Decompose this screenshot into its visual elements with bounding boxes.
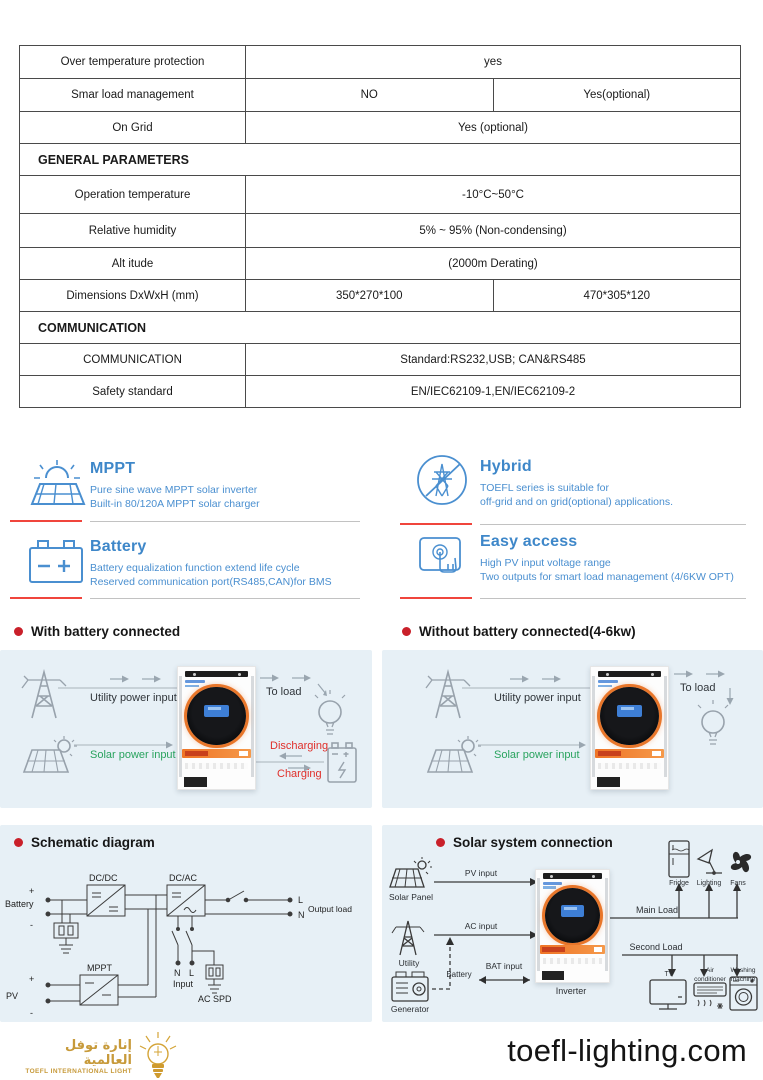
gray-divider	[90, 521, 360, 522]
inverter-lcd	[204, 705, 229, 717]
to-load-label: To load	[680, 682, 716, 694]
washing-machine-label: Washing machine	[730, 967, 756, 983]
inverter-brand-band	[182, 749, 251, 759]
lamp-icon	[698, 850, 722, 874]
charging-label: Charging	[277, 768, 322, 780]
table-row	[20, 376, 741, 408]
table-row	[20, 280, 741, 312]
section-header: GENERAL PARAMETERS	[20, 144, 741, 176]
inverter-display-ring	[600, 687, 659, 746]
with-battery-diagram	[0, 650, 372, 808]
section-header: COMMUNICATION	[20, 312, 741, 344]
light-bulb-icon	[698, 700, 728, 744]
bullet-icon	[14, 627, 23, 636]
air-conditioner-label: Air conditioner	[694, 967, 726, 983]
bat-input-label: BAT input	[485, 961, 523, 971]
red-divider	[400, 597, 472, 599]
solar-mppt-icon	[26, 456, 88, 508]
out-n-label: N	[298, 910, 305, 920]
battery-feature-icon	[26, 536, 86, 586]
main-load-label: Main Load	[635, 905, 679, 915]
red-divider	[400, 523, 472, 525]
input-n-label: N	[174, 968, 181, 978]
table-row	[20, 248, 741, 280]
schematic-diagram	[0, 825, 372, 1022]
inverter-brand-band	[540, 945, 606, 954]
bullet-icon	[402, 627, 411, 636]
fridge-icon	[669, 841, 689, 877]
touch-access-icon	[414, 530, 470, 586]
solar-panel-label: Solar Panel	[389, 892, 433, 902]
inverter-lcd	[561, 905, 584, 917]
utility-tower-icon	[22, 672, 66, 718]
input-label: Input	[173, 979, 194, 989]
solar-panel-icon	[390, 857, 432, 887]
feature-text: Battery equalization function extend life cycle	[90, 562, 300, 574]
table-row	[20, 46, 741, 79]
feature-text: High PV input voltage range	[480, 557, 611, 569]
fans-label: Fans	[730, 880, 746, 887]
without-battery-graphics	[382, 650, 763, 808]
feature-text: off-grid and on grid(optional) applications.	[480, 496, 674, 508]
mppt-label: MPPT	[87, 963, 113, 973]
website-url: toefl-lighting.com	[507, 1033, 747, 1068]
spec-value: 5% ~ 95% (Non-condensing)	[246, 214, 741, 248]
spec-label: Smar load management	[20, 79, 246, 112]
table-row	[20, 344, 741, 376]
battery-label: Battery	[446, 970, 472, 979]
pv-label: PV	[6, 991, 19, 1001]
feature-title: Hybrid	[480, 458, 532, 475]
spec-label: On Grid	[20, 112, 246, 144]
inverter-lcd	[617, 705, 642, 717]
gray-divider	[480, 598, 746, 599]
solar-panel-icon	[428, 736, 481, 772]
red-divider	[10, 597, 82, 599]
fan-icon	[731, 852, 751, 872]
spec-value: yes	[246, 46, 741, 79]
spec-table	[19, 45, 741, 408]
spec-label: Dimensions DxWxH (mm)	[20, 280, 246, 312]
inverter-image	[535, 869, 610, 983]
second-load-label: Second Load	[629, 942, 683, 952]
spec-value: Yes(optional)	[493, 79, 741, 112]
output-load-label: Output load	[308, 904, 352, 914]
gray-divider	[90, 598, 360, 599]
discharging-label: Discharging	[270, 740, 329, 752]
feature-title: MPPT	[90, 460, 136, 477]
generator-label: Generator	[390, 1004, 430, 1014]
feature-easy-access	[480, 533, 734, 584]
feature-text: TOEFL series is suitable for	[480, 482, 609, 494]
battery-label: Battery	[5, 899, 34, 909]
brand-bulb-icon	[136, 1030, 180, 1080]
flow-arrows	[510, 676, 561, 683]
solar-system-diagram	[382, 825, 763, 1022]
utility-label: Utility	[398, 958, 420, 968]
solar-power-input-label: Solar power input	[90, 749, 176, 761]
brand-arabic-text: إنارة توفل العالمية	[64, 1038, 132, 1068]
inverter-label: Inverter	[555, 986, 587, 996]
feature-hybrid	[480, 458, 673, 509]
spec-label: Operation temperature	[20, 176, 246, 214]
utility-power-input-label: Utility power input	[494, 692, 581, 704]
inverter-brand-band	[595, 749, 664, 759]
grid-tower-icon	[414, 452, 470, 508]
spec-value: Standard:RS232,USB; CAN&RS485	[246, 344, 741, 376]
pv-input-label: PV input	[464, 868, 498, 878]
with-battery-title	[14, 624, 180, 639]
spec-value: 350*270*100	[246, 280, 494, 312]
fridge-label: Fridge	[669, 880, 689, 887]
table-row	[20, 214, 741, 248]
feature-mppt	[90, 460, 260, 511]
inverter-logo	[598, 680, 618, 684]
spec-value: -10°C~50°C	[246, 176, 741, 214]
utility-tower-icon	[426, 672, 470, 718]
inverter-display-ring	[187, 687, 246, 746]
spec-value: NO	[246, 79, 494, 112]
table-row	[20, 79, 741, 112]
air-conditioner-icon	[694, 983, 726, 1009]
flow-arrows	[110, 676, 161, 683]
out-l-label: L	[298, 895, 304, 905]
feature-battery	[90, 538, 332, 589]
spec-value: EN/IEC62109-1,EN/IEC62109-2	[246, 376, 741, 408]
inverter-image	[590, 666, 669, 790]
diagram-title-text: Solar system connection	[453, 835, 613, 850]
minus-label: -	[30, 920, 33, 930]
solar-power-input-label: Solar power input	[494, 749, 580, 761]
spec-label: COMMUNICATION	[20, 344, 246, 376]
spec-label: Alt itude	[20, 248, 246, 280]
tv-label: TV	[664, 971, 674, 978]
plus-label: +	[29, 886, 35, 896]
spec-value: 470*305*120	[493, 280, 741, 312]
feature-text: Built-in 80/120A MPPT solar charger	[90, 498, 260, 510]
table-row	[20, 176, 741, 214]
minus-label: -	[30, 1008, 33, 1018]
brand-logo	[24, 1030, 184, 1078]
ac-spd-label: AC SPD	[198, 994, 232, 1004]
plus-label: +	[29, 974, 35, 984]
dcac-label: DC/AC	[169, 873, 198, 883]
dcdc-label: DC/DC	[89, 873, 118, 883]
battery-icon	[328, 743, 356, 782]
feature-title: Easy access	[480, 533, 578, 550]
tv-icon	[650, 980, 686, 1009]
input-l-label: L	[189, 968, 195, 978]
diagram-title-text: With battery connected	[31, 624, 181, 639]
generator-icon	[392, 972, 428, 1001]
to-load-label: To load	[266, 686, 302, 698]
feature-title: Battery	[90, 538, 147, 555]
inverter-display-ring	[545, 888, 600, 943]
solar-panel-icon	[24, 736, 77, 772]
spec-label: Relative humidity	[20, 214, 246, 248]
spec-value: Yes (optional)	[246, 112, 741, 144]
diagram-title-text: Schematic diagram	[31, 835, 155, 850]
lighting-label: Lighting	[696, 880, 722, 887]
light-bulb-icon	[315, 690, 345, 734]
spec-label: Safety standard	[20, 376, 246, 408]
diagram-title-text: Without battery connected(4-6kw)	[419, 624, 636, 639]
without-battery-title	[402, 624, 636, 639]
feature-text: Reserved communication port(RS485,CAN)for BMS	[90, 576, 332, 588]
inverter-image	[177, 666, 256, 790]
red-divider	[10, 520, 82, 522]
feature-text: Pure sine wave MPPT solar inverter	[90, 484, 258, 496]
schematic-graphics	[0, 825, 372, 1022]
feature-text: Two outputs for smart load management (4/6KW OPT)	[480, 571, 734, 583]
brand-english-text: TOEFL INTERNATIONAL LIGHT	[25, 1068, 132, 1075]
utility-power-input-label: Utility power input	[90, 692, 177, 704]
table-section-row	[20, 312, 741, 344]
inverter-logo	[185, 680, 205, 684]
utility-tower-icon	[392, 921, 424, 955]
spec-value: (2000m Derating)	[246, 248, 741, 280]
ac-input-label: AC input	[464, 921, 498, 931]
without-battery-diagram	[382, 650, 763, 808]
inverter-logo	[543, 882, 562, 885]
gray-divider	[480, 524, 746, 525]
table-section-row	[20, 144, 741, 176]
spec-label: Over temperature protection	[20, 46, 246, 79]
table-row	[20, 112, 741, 144]
